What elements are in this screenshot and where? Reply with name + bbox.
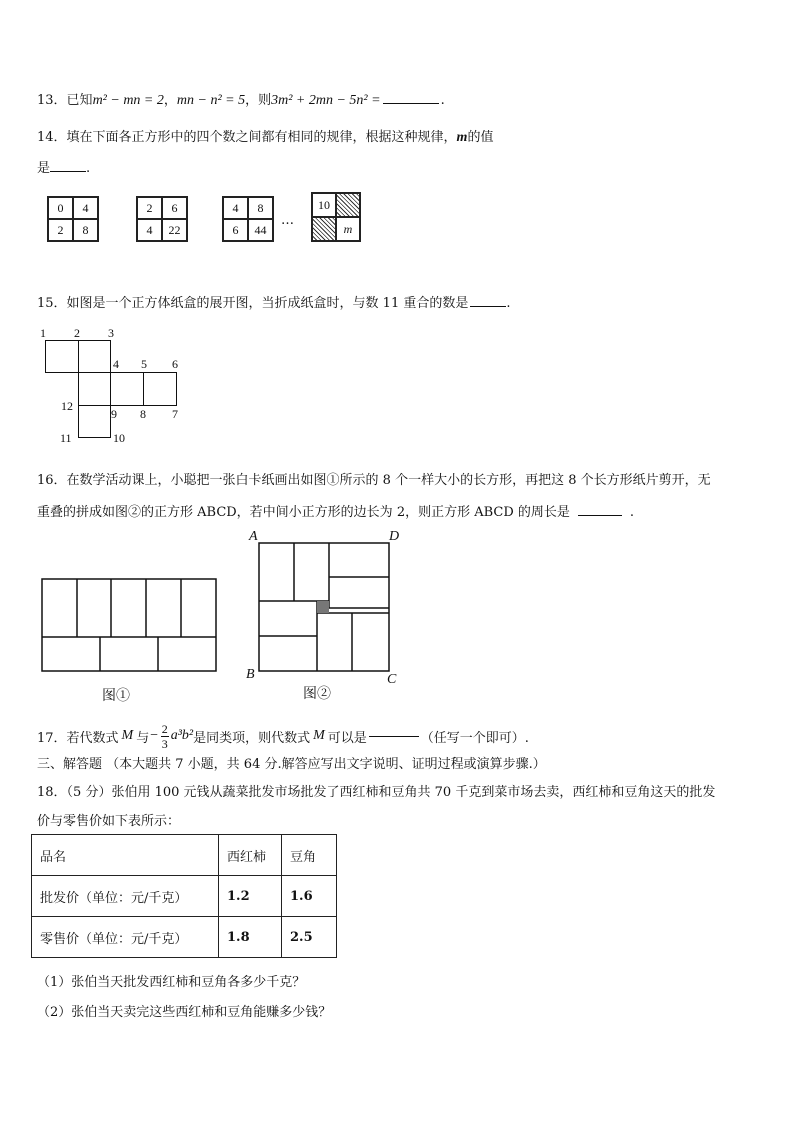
q17-end: （任写一个即可）. xyxy=(420,730,529,746)
vertex-d: D xyxy=(389,529,400,544)
question-15 xyxy=(37,292,511,311)
answer-blank[interactable] xyxy=(578,515,622,516)
answer-blank[interactable] xyxy=(383,103,439,104)
number-square-2 xyxy=(136,196,188,242)
figure-2-square-abcd xyxy=(257,541,391,673)
square-cell: 2 xyxy=(48,219,73,241)
q13-mid: ，则 xyxy=(245,93,272,108)
square-cell: 22 xyxy=(162,219,187,241)
answer-blank[interactable] xyxy=(50,171,86,172)
q13-sep: ， xyxy=(163,93,177,108)
fraction-denominator: 3 xyxy=(161,736,168,751)
number-square-1 xyxy=(47,196,99,242)
fraction-numerator: 2 xyxy=(161,721,168,736)
square-cell: 4 xyxy=(73,197,98,219)
table-header: 西红柿 xyxy=(219,835,282,876)
question-14-line1 xyxy=(37,126,493,146)
net-label: 2 xyxy=(74,326,80,340)
net-label: 9 xyxy=(111,407,117,421)
variable-m: M xyxy=(121,728,134,743)
q14-var: m xyxy=(456,130,468,145)
q14-line2: 是 xyxy=(37,161,51,176)
q13-text: 已知 xyxy=(66,93,93,108)
equation-1: m² − mn = 2 xyxy=(92,93,164,108)
table-cell: 批发价（单位：元/千克） xyxy=(32,876,219,917)
hatched-cell xyxy=(336,193,360,217)
question-16-line2 xyxy=(37,501,634,520)
table-cell: 1.2 xyxy=(219,876,282,917)
square-cell: 2 xyxy=(137,197,162,219)
figure-2-caption: 图② xyxy=(303,686,331,702)
question-18-line1: 18．（5 分）张伯用 100 元钱从蔬菜批发市场批发了西红柿和豆角共 70 千克到菜市场去卖，西红柿和豆角这天的批发 xyxy=(37,785,716,800)
net-face xyxy=(45,340,79,373)
question-number: 13． xyxy=(37,93,67,108)
table-cell: 零售价（单位：元/千克） xyxy=(32,917,219,958)
q17-mid2: 可以是 xyxy=(327,730,367,746)
net-face xyxy=(78,340,111,373)
square-cell-m: m xyxy=(336,217,360,241)
question-13 xyxy=(37,89,445,109)
square-cell: 4 xyxy=(137,219,162,241)
answer-blank[interactable] xyxy=(470,306,506,307)
variable-m: M xyxy=(313,728,325,743)
question-14-line2 xyxy=(37,157,90,176)
question-17 xyxy=(37,716,529,756)
net-label: 12 xyxy=(61,399,73,413)
net-label: 8 xyxy=(140,407,146,421)
net-label: 10 xyxy=(113,431,125,445)
table-cell: 1.8 xyxy=(219,917,282,958)
vertex-a: A xyxy=(249,529,258,544)
net-label: 4 xyxy=(113,357,119,371)
net-face xyxy=(78,372,111,406)
net-label: 7 xyxy=(172,407,178,421)
sub-question-1: （1）张伯当天批发西红柿和豆角各多少千克？ xyxy=(37,975,306,990)
net-face xyxy=(110,372,144,406)
table-row xyxy=(32,917,337,958)
q17-text: 17．若代数式 xyxy=(37,730,119,746)
net-label: 11 xyxy=(60,431,72,445)
q13-end: . xyxy=(440,93,445,108)
monomial: a³b² xyxy=(170,728,194,743)
q16-text: 重叠的拼成如图②的正方形 ABCD，若中间小正方形的边长为 2，则正方形 ABCD 的周长是 xyxy=(37,505,570,520)
figure-1-caption: 图① xyxy=(102,688,130,704)
square-cell: 8 xyxy=(73,219,98,241)
q14-line2-end: . xyxy=(86,161,91,176)
figure-1-rectangles xyxy=(40,577,218,673)
sub-question-2: （2）张伯当天卖完这些西红柿和豆角能赚多少钱？ xyxy=(37,1005,332,1020)
square-cell: 6 xyxy=(223,219,248,241)
net-face xyxy=(78,405,111,438)
square-cell: 4 xyxy=(223,197,248,219)
net-label: 3 xyxy=(108,326,114,340)
q16-end: . xyxy=(629,505,635,520)
square-cell: 44 xyxy=(248,219,273,241)
net-face xyxy=(143,372,177,406)
ellipsis: … xyxy=(281,213,294,228)
vertex-c: C xyxy=(387,672,397,687)
hatched-cell xyxy=(312,217,336,241)
question-16-line1: 16．在数学活动课上，小聪把一张白卡纸画出如图①所示的 8 个一样大小的长方形，再把这 8 个长方形纸片剪开，无 xyxy=(37,473,711,488)
square-cell: 0 xyxy=(48,197,73,219)
question-18-line2: 价与零售价如下表所示： xyxy=(37,814,181,829)
net-label: 5 xyxy=(141,357,147,371)
q14-text: 14．填在下面各正方形中的四个数之间都有相同的规律，根据这种规律， xyxy=(37,130,457,145)
section-heading: 三、解答题 （本大题共 7 小题，共 64 分.解答应写出文字说明、证明过程或演算步骤.） xyxy=(37,757,546,772)
table-header: 品名 xyxy=(32,835,219,876)
square-cell: 6 xyxy=(162,197,187,219)
vertex-b: B xyxy=(246,667,255,682)
table-header-row xyxy=(32,835,337,876)
net-label: 1 xyxy=(40,326,46,340)
q14-text-end: 的值 xyxy=(467,130,494,145)
table-header: 豆角 xyxy=(282,835,337,876)
target-expression: 3m² + 2mn − 5n² = xyxy=(271,93,381,108)
table-cell: 1.6 xyxy=(282,876,337,917)
table-row xyxy=(32,876,337,917)
square-cell: 10 xyxy=(312,193,336,217)
q17-with: 与 xyxy=(136,730,150,746)
answer-blank[interactable] xyxy=(369,736,419,737)
fraction xyxy=(161,722,169,751)
number-square-4 xyxy=(311,192,361,242)
q15-end: . xyxy=(506,296,511,311)
number-square-3 xyxy=(222,196,274,242)
q15-text: 15．如图是一个正方体纸盒的展开图，当折成纸盒时，与数 11 重合的数是 xyxy=(37,296,469,311)
net-label: 6 xyxy=(172,357,178,371)
center-small-square xyxy=(317,601,329,613)
q17-mid: 是同类项，则代数式 xyxy=(193,730,311,746)
minus-sign: − xyxy=(149,728,159,743)
price-table xyxy=(31,834,337,958)
square-cell: 8 xyxy=(248,197,273,219)
table-cell: 2.5 xyxy=(282,917,337,958)
equation-2: mn − n² = 5 xyxy=(176,93,246,108)
